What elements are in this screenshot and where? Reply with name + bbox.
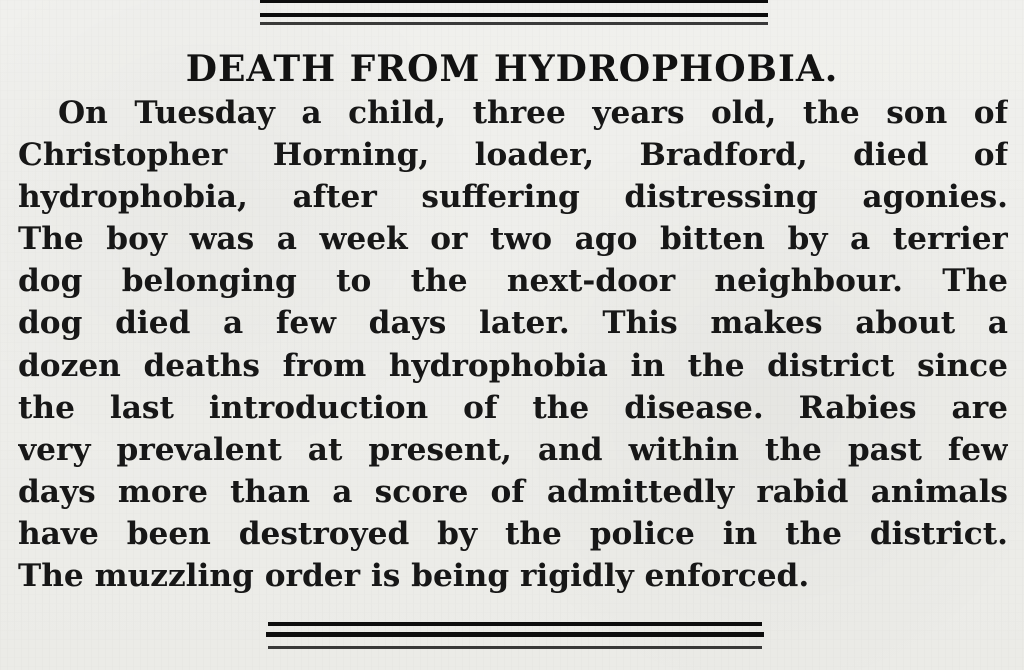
article-line: have been destroyed by the police in the district. (18, 515, 1008, 552)
bottom-rule-line (268, 646, 762, 649)
article-body (18, 92, 1008, 597)
article-line: dog died a few days later. This makes about a (18, 305, 1008, 342)
article-line: days more than a score of admittedly rabid animals (18, 473, 1008, 510)
article-line: the last introduction of the disease. Rabies are (18, 389, 1008, 426)
article-line: dozen deaths from hydrophobia in the district since (18, 347, 1008, 384)
article-line: dog belonging to the next-door neighbour. The (18, 263, 1008, 300)
article-line: The muzzling order is being rigidly enforced. (18, 558, 810, 595)
top-rule-line (260, 13, 768, 17)
article-line: hydrophobia, after suffering distressing agonies. (18, 179, 1008, 216)
bottom-rule-line (266, 632, 764, 637)
article-line: very prevalent at present, and within the past few (18, 431, 1008, 468)
top-rule-line (260, 22, 768, 25)
article-line: Christopher Horning, loader, Bradford, died of (18, 137, 1008, 174)
article-headline: DEATH FROM HYDROPHOBIA. (185, 48, 839, 90)
article-line: The boy was a week or two ago bitten by a terrier (18, 221, 1008, 258)
article-line: On Tuesday a child, three years old, the son of (58, 95, 1008, 131)
top-rule-line (260, 0, 768, 3)
bottom-rule-line (268, 622, 762, 626)
